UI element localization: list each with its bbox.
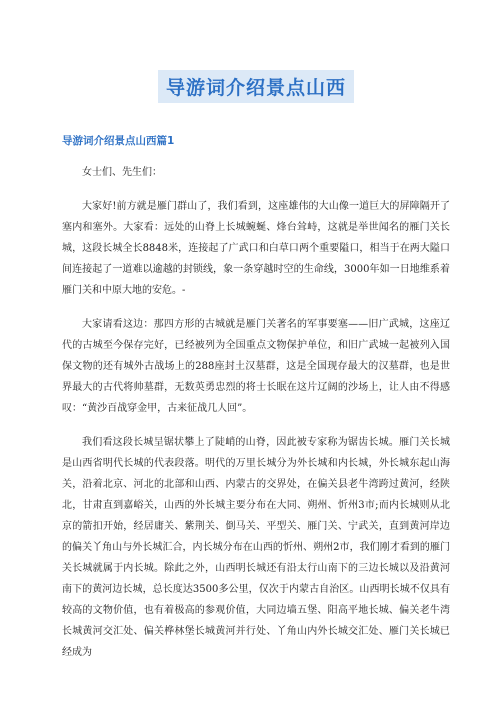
paragraph-sawtooth-wall: 我们看这段长城呈锯状攀上了陡峭的山脊，因此被专家称为锯齿长城。雁门关长城是山西省明代长城的代表段落。明代的万里长城分为外长城和内长城，外长城东起山海关，沿着北京、河北的北部和山西、内蒙古的交界处，在偏关县老牛湾跨过黄河，经陕北，甘肃直到嘉峪关，山西的外长城主要分布在大同、朔州、忻州3市;而内长城则从北京的箭扣开始，经居庸关、紫荆关、倒马关、平型关、雁门关、宁武关，直到黄河岸边的偏关丫角山与外长城汇合，内长城分布在山西的忻州、朔州2市，我们刚才看到的雁门关长城就属于内长城。除此之外，山西明长城还有沿太行山南下的三边长城以及沿黄河南下的黄河边长城，总长度达3500多公里，仅次于内蒙古自治区。山西明长城不仅具有较高的文物价值，也有着极高的参观价值，大同边墙五堡、阳高平地长城、偏关老牛湾长城黄河交汇处、偏关桦林堡长城黄河并行处、丫角山内外长城交汇处、雁门关长城已经成为: [62, 437, 450, 658]
page-title: 导游词介绍景点山西: [158, 70, 354, 103]
paragraph-guangwu-city: 大家请看这边：那四方形的古城就是雁门关著名的军事要塞——旧广武城，这座辽代的古城至今保存完好，已经被列为全国重点文物保护单位，和旧广武城一起被列入国保文物的还有城外古战场上的288座封土汉墓群，这是全国现存最大的汉墓群，也是世界最大的古代将帅墓群，无数英勇忠烈的将士长眠在这片辽阔的沙场上，让人由不得感叹：“黄沙百战穿金甲，古来征战几人回”。: [62, 319, 450, 414]
paragraph-intro: 大家好!前方就是雁门群山了，我们看到，这座雄伟的大山像一道巨大的屏障隔开了塞内和塞外。大家看：远处的山脊上长城蜿蜒、烽台耸峙，这就是举世闻名的雁门关长城，这段长城全长8848米，连接起了广武口和白草口两个重要隘口，相当于在两大隘口间连接起了一道难以逾越的封锁线，象一条穿越时空的生命线，3000年如一日地维系着雁门关和中原大地的安危。-: [62, 201, 450, 296]
paragraph-greeting: 女士们、先生们：: [82, 167, 162, 178]
title-wrap: [62, 70, 450, 103]
section-heading: 导游词介绍景点山西篇1: [62, 135, 175, 147]
